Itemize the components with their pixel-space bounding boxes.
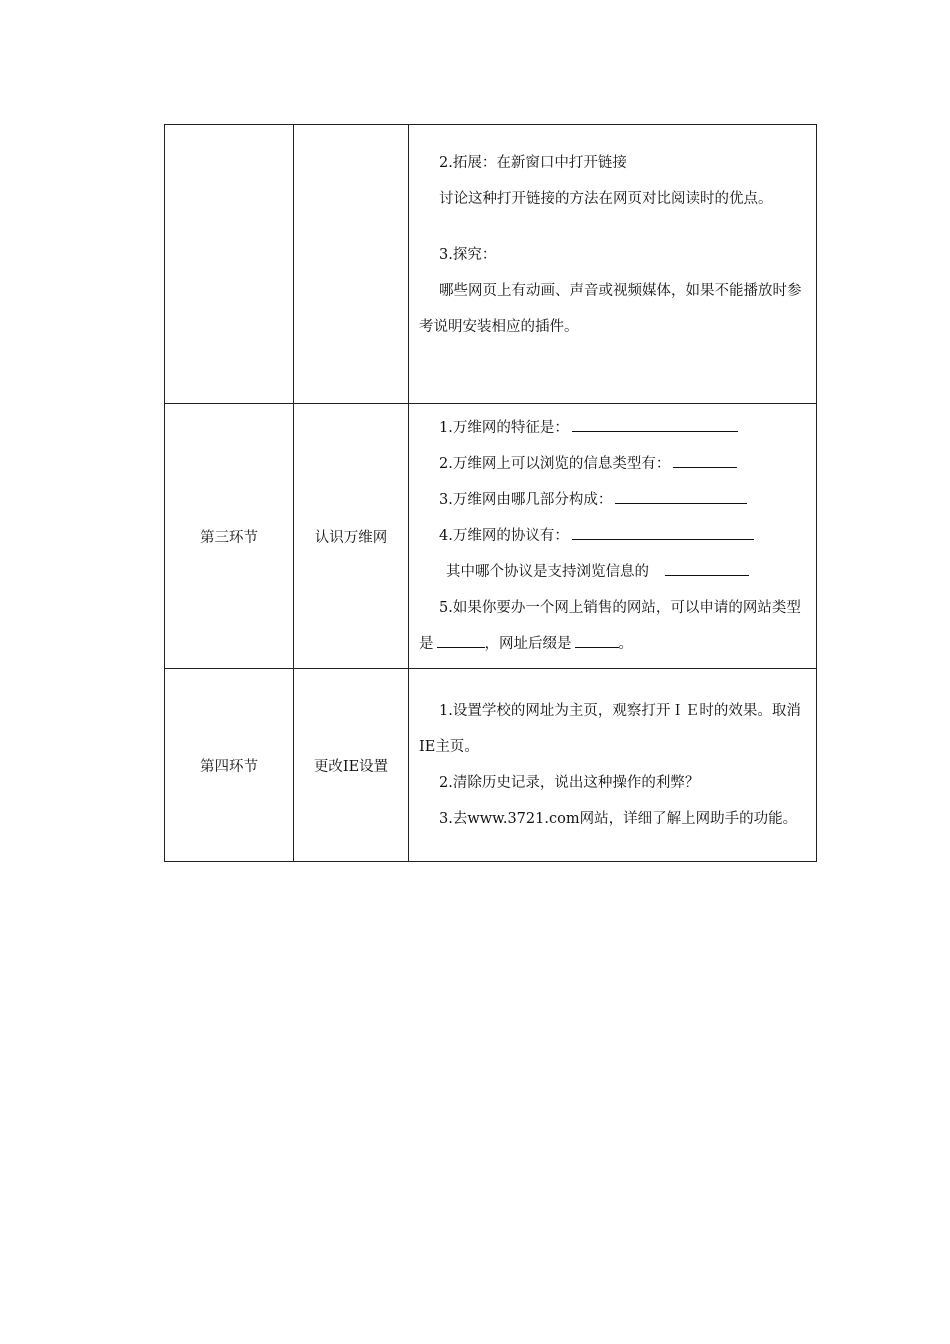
question-line bbox=[419, 446, 807, 482]
question-text: 其中哪个协议是支持浏览信息的 bbox=[446, 564, 649, 580]
question-text: 4.万维网的协议有： bbox=[439, 528, 569, 544]
question-line bbox=[419, 590, 807, 662]
question-text: 2.万维网上可以浏览的信息类型有： bbox=[439, 456, 671, 472]
question-line bbox=[419, 518, 807, 554]
question-text: 1.万维网的特征是： bbox=[439, 420, 569, 436]
answer-blank[interactable] bbox=[673, 451, 737, 468]
item-text: 讨论这种打开链接的方法在网页对比阅读时的优点。 bbox=[439, 191, 773, 207]
item-text: 2.拓展：在新窗口中打开链接 bbox=[439, 155, 627, 171]
content-cell bbox=[409, 404, 817, 669]
item-text: 哪些网页上有动画、声音或视频媒体，如果不能播放时参考说明安装相应的插件。 bbox=[419, 283, 802, 335]
spacer bbox=[419, 217, 807, 237]
answer-blank[interactable] bbox=[575, 631, 619, 648]
topic-cell bbox=[294, 125, 409, 404]
question-line bbox=[419, 554, 807, 590]
question-text: 。 bbox=[618, 636, 633, 652]
content-cell bbox=[409, 125, 817, 404]
task-text: 3.去www.3721.com网站，详细了解上网助手的功能。 bbox=[439, 811, 798, 827]
answer-blank[interactable] bbox=[572, 415, 738, 432]
topic-cell: 认识万维网 bbox=[294, 404, 409, 669]
question-text: ，网址后缀是 bbox=[484, 636, 572, 652]
question-text: 5.如果你要办一个网上销售的网站，可以申请的网站类型是 bbox=[419, 600, 801, 652]
topic-cell: 更改IE设置 bbox=[294, 669, 409, 862]
answer-blank[interactable] bbox=[665, 559, 749, 576]
question-text: 3.万维网由哪几部分构成： bbox=[439, 492, 613, 508]
task-text: 2.清除历史记录，说出这种操作的利弊？ bbox=[439, 775, 700, 791]
stage-cell: 第三环节 bbox=[165, 404, 294, 669]
table-row bbox=[165, 669, 817, 862]
task-text: 1.设置学校的网址为主页，观察打开ＩＥ时的效果。取消IE主页。 bbox=[419, 703, 801, 755]
item-text: 3.探究： bbox=[439, 247, 497, 263]
question-line bbox=[419, 410, 807, 446]
content-cell bbox=[409, 669, 817, 862]
question-line bbox=[419, 482, 807, 518]
table-row bbox=[165, 404, 817, 669]
answer-blank[interactable] bbox=[437, 631, 485, 648]
stage-cell bbox=[165, 125, 294, 404]
stage-cell: 第四环节 bbox=[165, 669, 294, 862]
lesson-table bbox=[164, 124, 817, 862]
answer-blank[interactable] bbox=[615, 487, 747, 504]
table-row bbox=[165, 125, 817, 404]
answer-blank[interactable] bbox=[572, 523, 754, 540]
